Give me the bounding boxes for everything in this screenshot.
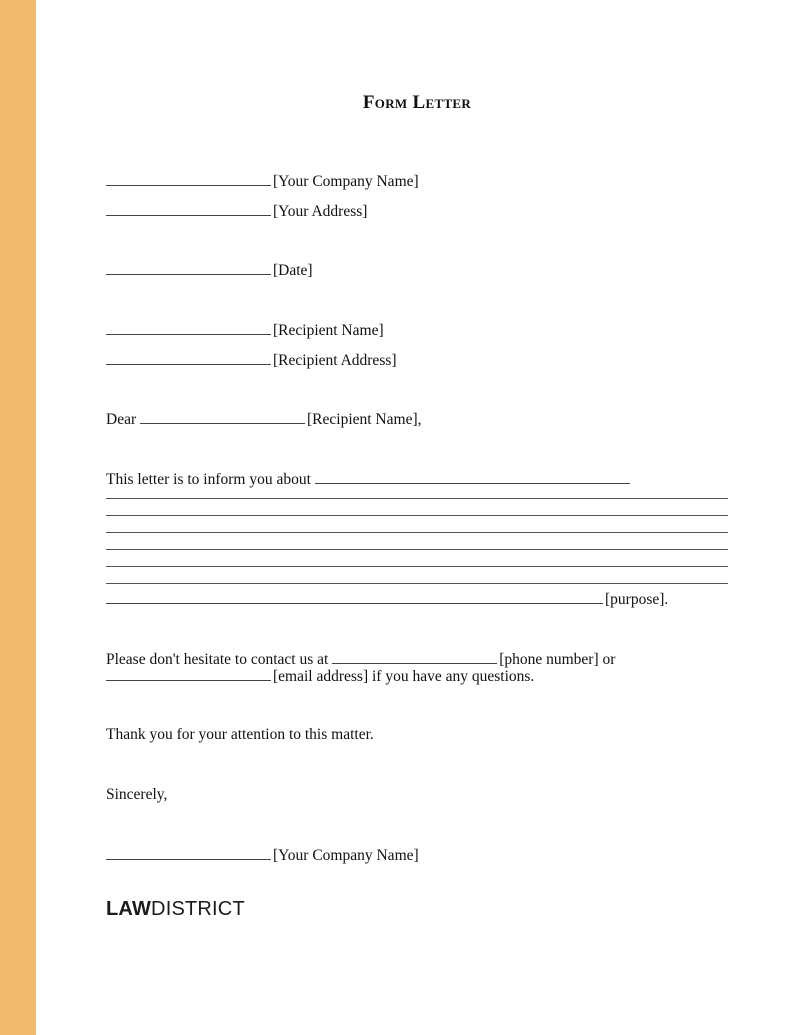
address-label: [Your Address] [273,203,368,220]
salutation-name-blank[interactable] [140,408,305,424]
accent-sidebar [0,0,36,1035]
logo-district-text: DISTRICT [151,898,245,920]
signature-row [106,844,419,866]
body-blank-line[interactable] [106,583,728,584]
thanks-row: Thank you for your attention to this matter. [106,726,374,743]
purpose-label: [purpose]. [605,591,669,608]
email-blank[interactable] [106,665,271,681]
phone-blank[interactable] [332,648,497,664]
company-name-blank[interactable] [106,170,271,186]
salutation-prefix: Dear [106,411,137,428]
lawdistrict-logo [106,898,245,921]
body-blank-line[interactable] [106,532,728,533]
recipient-name-label: [Recipient Name] [273,322,384,339]
date-field-row [106,259,313,281]
body-blank-line[interactable] [106,566,728,567]
body-blank-line[interactable] [106,549,728,550]
recipient-address-field-row [106,349,397,371]
recipient-address-blank[interactable] [106,349,271,365]
recipient-name-field-row [106,319,384,341]
body-intro-row [106,468,632,490]
purpose-blank[interactable] [106,588,603,604]
logo-law-text: LAW [106,898,152,920]
letter-content [106,0,728,1035]
contact-prefix-text: Please don't hesitate to contact us at [106,651,329,668]
phone-label: [phone number] [499,651,599,668]
purpose-row [106,588,668,610]
address-field-row [106,200,367,222]
recipient-name-blank[interactable] [106,319,271,335]
salutation-row [106,408,421,430]
email-label: [email address] [273,668,369,685]
sign-off-row: Sincerely, [106,786,168,803]
body-blank-line[interactable] [106,515,728,516]
contact-conjunction: or [602,651,616,668]
salutation-suffix: [Recipient Name], [307,411,422,428]
body-intro-blank[interactable] [315,468,630,484]
page-title: Form Letter [362,92,472,113]
company-name-label: [Your Company Name] [273,173,419,190]
body-intro-text: This letter is to inform you about [106,471,311,488]
body-blank-line[interactable] [106,498,728,499]
recipient-address-label: [Recipient Address] [273,352,397,369]
company-name-field-row [106,170,419,192]
signature-blank[interactable] [106,844,271,860]
address-blank[interactable] [106,200,271,216]
contact-row-2 [106,665,534,687]
date-label: [Date] [273,262,313,279]
signature-label: [Your Company Name] [273,847,419,864]
contact-suffix-text: if you have any questions. [372,668,535,685]
date-blank[interactable] [106,259,271,275]
